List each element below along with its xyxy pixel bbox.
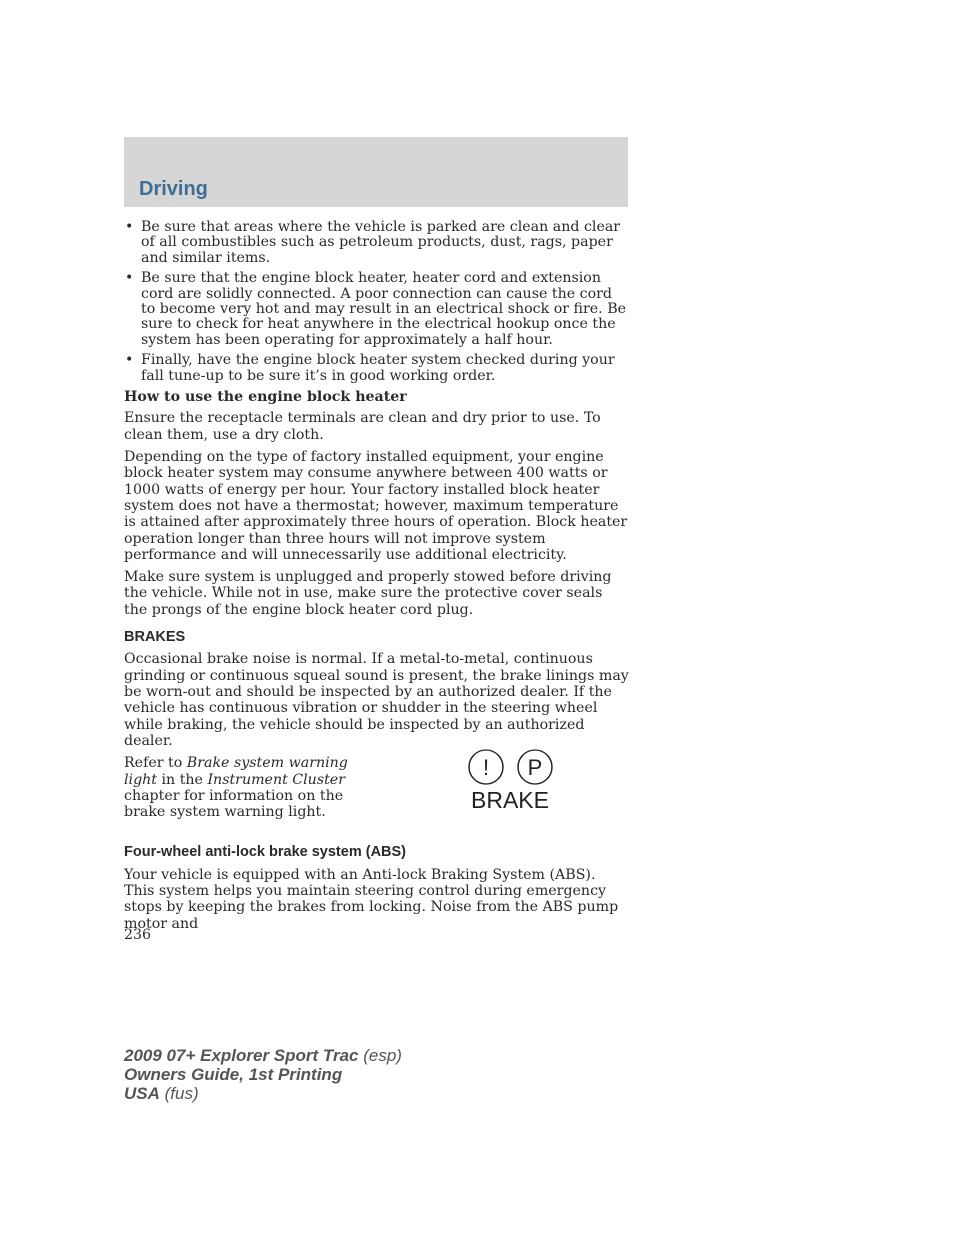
reference-chapter-text: Instrument Cluster [207,771,345,788]
bullet-icon: • [125,352,134,369]
brake-warning-reference [124,755,630,825]
footer-market: USA [124,1084,160,1103]
footer-guide: Owners Guide, 1st Printing [124,1065,343,1084]
document-footer [124,1046,402,1103]
abs-paragraph: Your vehicle is equipped with an Anti-lock Braking System (ABS). This system helps you maintain steering control during emergency stops by keeping the brakes from locking. Noise from the ABS pump motor and [124,866,619,932]
brake-warning-icon [464,749,556,813]
bullet-list [124,220,630,384]
block-heater-paragraph-2: Depending on the type of factory installed equipment, your engine block heater system may consume anywhere between 400 watts or 1000 watts of energy per hour. Your factory installed block heater system does not have a thermostat; however, maximum temperature is attained after approximately three hours of operation. Block heater operation longer than three hours will not improve system performance and will unnecessarily use additional electricity. [124,449,628,563]
exclamation-mark: ! [482,755,490,781]
park-letter: P [527,755,543,781]
footer-line-1 [124,1046,402,1065]
reference-text-part: in the [157,771,208,788]
brakes-heading: BRAKES [124,629,186,646]
bullet-text: Be sure that areas where the vehicle is parked are clean and clear of all combustibles such as petroleum products, dust, rags, paper and similar items. [141,219,621,266]
reference-text-part: chapter for information on the brake system warning light. [124,787,344,821]
list-item [124,271,630,348]
brakes-paragraph: Occasional brake noise is normal. If a metal-to-metal, continuous grinding or continuous squeal sound is present, the brake linings may be worn-out and should be inspected by an authorized dealer. If the vehicle has continuous vibration or shudder in the steering wheel while braking, the vehicle should be inspected by an authorized dealer. [124,651,629,749]
chapter-title: Driving [139,178,208,200]
list-item [124,353,630,384]
bullet-text: Finally, have the engine block heater system checked during your fall tune-up to be sure it’s in good working order. [141,352,615,384]
footer-code: (esp) [358,1046,402,1065]
block-heater-paragraph-1: Ensure the receptacle terminals are clean and dry prior to use. To clean them, use a dry cloth. [124,410,601,443]
footer-line-3 [124,1084,402,1103]
bullet-icon: • [125,270,134,287]
footer-line-2 [124,1065,402,1084]
brake-reference-text [124,755,384,820]
abs-heading: Four-wheel anti-lock brake system (ABS) [124,844,407,861]
block-heater-paragraph-3: Make sure system is unplugged and properly stowed before driving the vehicle. While not in use, make sure the protective cover seals the prongs of the engine block heater cord plug. [124,569,612,618]
footer-market-code: (fus) [159,1084,199,1103]
brake-label: BRAKE [471,787,549,814]
footer-model: 2009 07+ Explorer Sport Trac [124,1046,359,1065]
bullet-icon: • [125,219,134,235]
list-item [124,220,630,266]
page-content [124,220,630,938]
block-heater-heading: How to use the engine block heater [124,389,407,406]
chapter-header-band [124,137,628,207]
page-number: 236 [124,927,152,943]
reference-link-text: Brake system warning light [124,755,348,788]
reference-text-part: Refer to [124,755,187,772]
bullet-text: Be sure that the engine block heater, heater cord and extension cord are solidly connected. A poor connection can cause the cord to become very hot and may result in an electrical shock or fire. Be sure to check for heat anywhere in the electrical hookup once the system has been operating for approximately a half hour. [141,270,627,348]
